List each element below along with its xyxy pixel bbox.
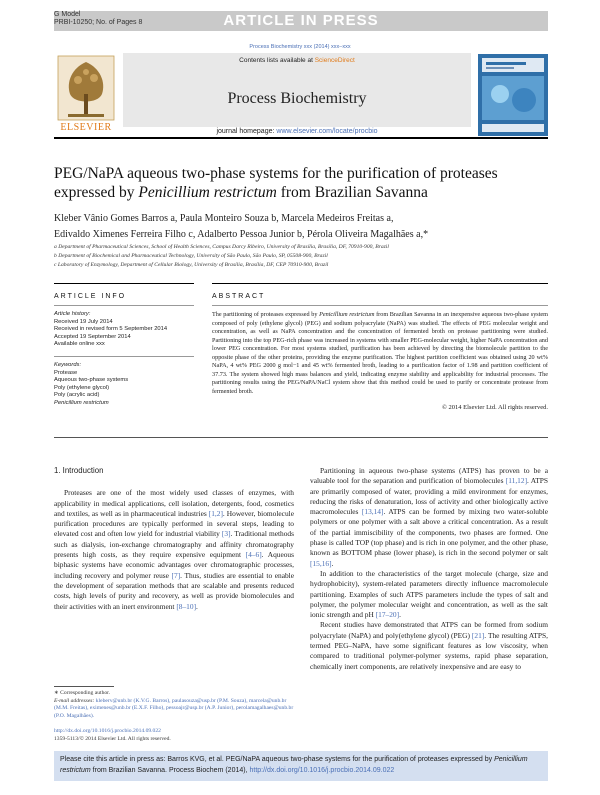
citation-text: [60, 754, 542, 776]
title-italic: Penicillium restrictum: [138, 184, 277, 201]
intro-text: Proteases are one of the most widely used classes of enzymes, with applicability in medical applications, cell isolation, detergents, food, cosmetics and textiles, as well as in pharmaceutical industries: [54, 488, 294, 518]
footnote-rule: [54, 686, 114, 687]
abstract-text: [212, 311, 548, 396]
article-info-header: ARTICLE INFO: [54, 293, 127, 300]
keyword-item: Aqueous two-phase systems: [54, 377, 129, 384]
title-part1: PEG/NaPA aqueous two-phase systems for the purification of proteases expressed by: [54, 165, 498, 201]
cite-middle: from Brazilian Savanna. Process Biochem (2014),: [90, 767, 250, 774]
author-list: [54, 211, 548, 243]
abstract-bottom-rule: [54, 437, 548, 438]
abstract-rest: from Brazilian Savanna in an inexpensive aqueous two-phase system composed of poly (ethylene glycol) (PEG) and sodium polyacrylate (NaPA) was studied. The effects of PEG molecular weight and concentration, as well as NaPA concentration and the concentration of fermented broth on protease partitioning were studied. Partitioning into the top PEG-rich phase was increased in systems with smaller PEG-molecular weight, higher NaPA concentration and lower PEG concentration. For most systems studied, purification has been achieved by directing the biomolecule partition to the opposite phase of the other proteins, providing the enzyme purification. The highest partition coefficient was obtained using 20 wt% NaPA, 4 wt% PEG 2000 g mol−1 and 45 wt% fermented broth, leading to a purification factor of 1.98 and partition coefficient of 37.73. The system showed high mass balances and yield, indicating enzyme stability and applicability for industrial processes. The partitioning results using the PEG/NaPA/NaCl system show that this method could be used to purify or concentrate protease from fermented broth.: [212, 311, 548, 395]
intro-paragraph-1: [54, 488, 294, 612]
history-online: Available online xxx: [54, 341, 105, 348]
affiliation-a: a Department of Pharmaceutical Sciences, School of Health Sciences, Campus Darcy Ribeiro, University of Brasília, Brasília, DF, 70910-900, Brazil: [54, 244, 389, 250]
right-paragraph-1: [310, 466, 548, 569]
abstract-copyright: © 2014 Elsevier Ltd. All rights reserved.: [441, 404, 548, 411]
info-sub-rule: [54, 305, 194, 306]
authors-line2: Edivaldo Ximenes Ferreira Filho c, Adalberto Pessoa Junior b, Pérola Oliveira Magalhães a,*: [54, 229, 429, 240]
keywords-rule: [54, 356, 194, 357]
citation-link[interactable]: [1,2]: [208, 508, 223, 518]
cite-doi-link[interactable]: http://dx.doi.org/10.1016/j.procbio.2014.09.022: [249, 767, 395, 774]
intro-left-column: [54, 466, 294, 612]
body-text: .: [399, 610, 401, 620]
abstract-top-rule: [212, 283, 548, 284]
history-received: Received 19 July 2014: [54, 318, 113, 325]
doi-link[interactable]: http://dx.doi.org/10.1016/j.procbio.2014.09.022: [54, 728, 161, 734]
keyword-item: Penicillium restrictum: [54, 399, 109, 406]
citation-link[interactable]: [3]: [221, 529, 231, 539]
keyword-item: Protease: [54, 369, 78, 376]
contents-line: [123, 57, 471, 64]
header-rule: [54, 137, 548, 139]
gmodel-line1: G Model: [54, 11, 81, 18]
affiliation-c: c Laboratory of Enzymology, Department of Cellular Biology, University of Brasília, Brasília, DF, CEP 70910-900, Brazil: [54, 262, 329, 268]
article-history: [54, 311, 204, 349]
cite-prefix: Please cite this article in press as: Barros KVG, et al. PEG/NaPA aqueous two-phase systems for the purification of proteases expressed by: [60, 756, 495, 763]
abstract-start: The partitioning of proteases expressed by: [212, 311, 320, 318]
affiliations: [54, 243, 548, 270]
keywords: [54, 362, 204, 408]
contents-prefix: Contents lists available at: [239, 57, 313, 64]
citation-link[interactable]: [15,16]: [310, 558, 332, 568]
body-text: .: [331, 558, 334, 568]
article-title: [54, 164, 548, 202]
intro-text: . Traditional methods such as dialysis, ion-exchange chromatography and affinity chromatography presents high costs, as they require expensive equipment: [54, 529, 294, 560]
homepage-link[interactable]: www.elsevier.com/locate/procbio: [276, 128, 378, 135]
body-text: . ATPS are primarily composed of water, providing a mild environment for enzymes, reducing the risks of denaturation, loss of activity and other biologically active macromolecules: [310, 476, 548, 517]
title-part2: from Brazilian Savanna: [276, 184, 428, 201]
body-text: In addition to the characteristics of the target molecule (charge, size and hydrophobicity), system-related parameters directly influence macromolecule partitioning. Examples of such ATPS parameters include the types of salt and polymer, the polymer molecular weight and concentration, as well as the salt ionic strength and pH: [310, 568, 548, 620]
email-label: E-mail addresses:: [54, 697, 95, 704]
history-accepted: Accepted 19 September 2014: [54, 333, 131, 340]
footnote: [54, 690, 294, 720]
intro-text: . Thus, studies are essential to enable the development of separation methods that are scalable and presents reduced costs, high levels of purity and recovery, as well as provide biomolecules and their activities with an inert environment: [54, 570, 294, 611]
citation-link[interactable]: [7]: [171, 570, 181, 580]
intro-text: . Aqueous biphasic systems have economic advantages over chromatographic processes, including recovery and polymer reuse: [54, 550, 295, 580]
abstract-italic: Penicillium restrictum: [319, 311, 375, 318]
citation-link[interactable]: [21]: [471, 630, 485, 640]
abstract-sub-rule: [212, 305, 548, 306]
body-text: Recent studies have demonstrated that ATPS can be formed from sodium polyacrylate (NaPA) and poly(ethylene glycol) (PEG): [310, 620, 548, 640]
gmodel-label: [54, 11, 142, 27]
journal-reference[interactable]: Process Biochemistry xxx (2014) xxx–xxx: [249, 44, 351, 50]
cite-italic: Penicillium restrictum: [60, 756, 528, 774]
doi-block: [54, 728, 294, 743]
body-text: . The resulting ATPS, termed PEG–NaPA, have some significant features as low viscosity, when compared to traditional polymer-polymer systems, rapid phase separation, chemically inert components, are relatively inexpensive and are easy to: [310, 630, 548, 671]
citation-link[interactable]: [13,14]: [361, 507, 384, 517]
citation-link[interactable]: [17–20]: [375, 610, 400, 620]
sciencedirect-link[interactable]: ScienceDirect: [314, 57, 355, 64]
email-addresses[interactable]: kleberv@unb.br (K.V.G. Barros), paulasouza@usp.br (P.M. Souza), marcela@unb.br (M.M. Freitas), eximenes@unb.br (E.X.F. Filho), pessoajr@usp.br (A.P. Junior), perolamagalhaes@unb.br (P.O. Magalhães).: [54, 697, 294, 719]
gmodel-line2: PRBI-10250; No. of Pages 8: [54, 19, 143, 26]
journal-name: Process Biochemistry: [227, 90, 367, 107]
info-top-rule: [54, 283, 194, 284]
history-revised: Received in revised form 5 September 2014: [54, 326, 168, 333]
intro-heading: 1. Introduction: [54, 466, 104, 475]
right-paragraph-3: [310, 620, 548, 671]
homepage-line: [123, 128, 471, 135]
body-text: Partitioning in aqueous two-phase systems (ATPS) has proven to be a valuable tool for the separation and purification of biomolecules: [310, 466, 548, 486]
intro-right-column: [310, 466, 548, 672]
abstract-header: ABSTRACT: [212, 293, 266, 300]
right-paragraph-2: [310, 569, 548, 620]
citation-link[interactable]: [4–6]: [245, 550, 262, 560]
elsevier-wordmark: ELSEVIER: [60, 122, 112, 133]
affiliation-b: b Department of Biochemical and Pharmaceutical Technology, University of São Paulo, São Paulo, SP, 05508-900, Brazil: [54, 253, 328, 259]
body-text: . ATPS can be formed by mixing two water-soluble polymers or one polymer with a salt above a critical concentration. As a result of the partial immiscibility of the components, two phases are formed. One phase is called TOP (top phase) and is rich in one polymer, and the other phase, known as BOTTOM phase (lower phase), is rich in the second polymer or salt: [310, 507, 548, 558]
intro-text: . However, biomolecule purification procedures are typically performed in several steps, leading to elevated cost and often low yield for industrial viability: [54, 508, 294, 539]
banner-title: ARTICLE IN PRESS: [223, 12, 379, 29]
history-label: Article history:: [54, 311, 91, 317]
citation-link[interactable]: [11,12]: [505, 476, 528, 486]
authors-line1: Kleber Vânio Gomes Barros a, Paula Monteiro Souza b, Marcela Medeiros Freitas a,: [54, 213, 394, 224]
homepage-prefix: journal homepage:: [216, 128, 275, 135]
citation-link[interactable]: [8–10]: [176, 601, 197, 611]
elsevier-logo: [54, 54, 118, 136]
issn-line: 1359-5113/© 2014 Elsevier Ltd. All rights reserved.: [54, 735, 171, 742]
keyword-item: Poly (acrylic acid): [54, 392, 100, 399]
corresponding-author-note: ∗ Corresponding author.: [54, 690, 111, 696]
journal-cover-image: [478, 54, 548, 136]
intro-text: .: [196, 601, 198, 611]
keywords-label: Keywords:: [54, 362, 82, 368]
keyword-item: Poly (ethylene glycol): [54, 384, 110, 391]
journal-cover-icon: [478, 54, 548, 136]
email-line: [54, 698, 294, 721]
